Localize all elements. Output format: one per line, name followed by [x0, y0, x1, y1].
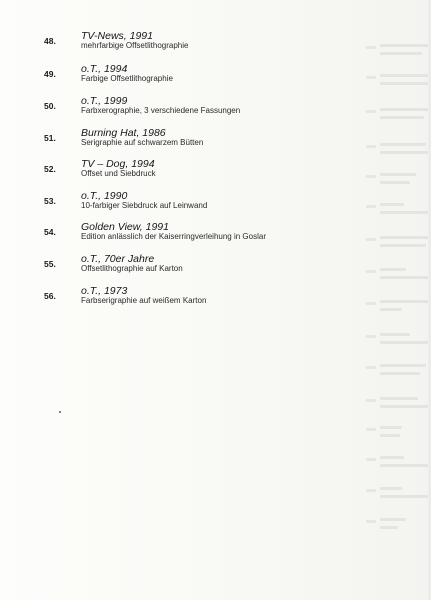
catalogue-entry [0, 253, 300, 285]
show-through-mark [366, 335, 376, 338]
show-through-mark [380, 464, 430, 467]
entry-title: Burning Hat, 1986 [81, 127, 166, 139]
show-through-mark [380, 143, 426, 146]
entry-number: 56. [44, 291, 56, 301]
show-through-mark [380, 487, 402, 490]
entry-title: TV – Dog, 1994 [81, 158, 155, 170]
show-through-mark [380, 82, 430, 85]
show-through-mark [366, 76, 376, 79]
show-through-mark [380, 405, 430, 408]
entry-title: o.T., 1973 [81, 285, 128, 297]
show-through-mark [380, 52, 422, 55]
entry-description: Farbxerographie, 3 verschiedene Fassungen [81, 106, 241, 115]
show-through-mark [380, 341, 430, 344]
paper-speck [59, 411, 61, 413]
show-through-mark [380, 151, 430, 154]
catalogue-entry [0, 190, 300, 222]
show-through-mark [380, 372, 420, 375]
show-through-mark [366, 520, 376, 523]
entry-title: o.T., 70er Jahre [81, 253, 155, 265]
show-through-mark [366, 399, 376, 402]
entry-description: 10-farbiger Siebdruck auf Leinwand [81, 201, 208, 210]
catalogue-entry [0, 221, 300, 253]
entry-description: Farbserigraphie auf weißem Karton [81, 296, 207, 305]
entry-description: Serigraphie auf schwarzem Bütten [81, 138, 204, 147]
show-through-mark [366, 46, 376, 49]
show-through-mark [380, 244, 426, 247]
show-through-mark [380, 426, 402, 429]
show-through-mark [366, 145, 376, 148]
catalogue-entry [0, 30, 300, 62]
catalogue-entry [0, 127, 300, 159]
catalogue-list [0, 0, 300, 340]
show-through-mark [366, 458, 376, 461]
show-through-mark [380, 526, 398, 529]
show-through-mark [366, 489, 376, 492]
show-through-mark [380, 211, 428, 214]
entry-title: o.T., 1990 [81, 190, 128, 202]
show-through-mark [380, 308, 402, 311]
entry-number: 53. [44, 196, 56, 206]
show-through-mark [380, 203, 404, 206]
show-through-mark [366, 428, 376, 431]
show-through-mark [380, 268, 406, 271]
show-through-mark [380, 236, 430, 239]
show-through-mark [366, 110, 376, 113]
show-through-mark [366, 270, 376, 273]
entry-title: o.T., 1994 [81, 63, 128, 75]
show-through-mark [380, 333, 410, 336]
entry-number: 48. [44, 36, 56, 46]
catalogue-entry [0, 158, 300, 190]
show-through-mark [380, 173, 416, 176]
show-through-mark [380, 364, 426, 367]
show-through-mark [366, 175, 376, 178]
show-through-mark [380, 74, 428, 77]
show-through-mark [366, 205, 376, 208]
catalogue-entry [0, 63, 300, 95]
show-through-mark [380, 116, 424, 119]
reverse-side-show-through [360, 0, 431, 600]
show-through-mark [380, 300, 430, 303]
entry-description: Edition anlässlich der Kaiserringverleihung in Goslar [81, 232, 266, 241]
show-through-mark [380, 518, 406, 521]
show-through-mark [380, 276, 430, 279]
show-through-mark [380, 434, 400, 437]
entry-description: mehrfarbige Offsetlithographie [81, 41, 189, 50]
entry-number: 50. [44, 101, 56, 111]
entry-description: Offsetlithographie auf Karton [81, 264, 183, 273]
entry-number: 51. [44, 133, 56, 143]
entry-title: TV-News, 1991 [81, 30, 153, 42]
entry-number: 49. [44, 69, 56, 79]
entry-description: Farbige Offsetlithographie [81, 74, 173, 83]
entry-number: 55. [44, 259, 56, 269]
show-through-mark [366, 302, 376, 305]
show-through-mark [380, 108, 430, 111]
entry-title: o.T., 1999 [81, 95, 128, 107]
entry-number: 54. [44, 227, 56, 237]
entry-number: 52. [44, 164, 56, 174]
show-through-mark [380, 456, 404, 459]
entry-title: Golden View, 1991 [81, 221, 169, 233]
show-through-mark [380, 181, 410, 184]
entry-description: Offset und Siebdruck [81, 169, 156, 178]
show-through-mark [380, 44, 430, 47]
show-through-mark [380, 397, 418, 400]
catalogue-entry [0, 95, 300, 127]
show-through-mark [366, 238, 376, 241]
catalogue-entry [0, 285, 300, 317]
show-through-mark [366, 366, 376, 369]
show-through-mark [380, 495, 428, 498]
